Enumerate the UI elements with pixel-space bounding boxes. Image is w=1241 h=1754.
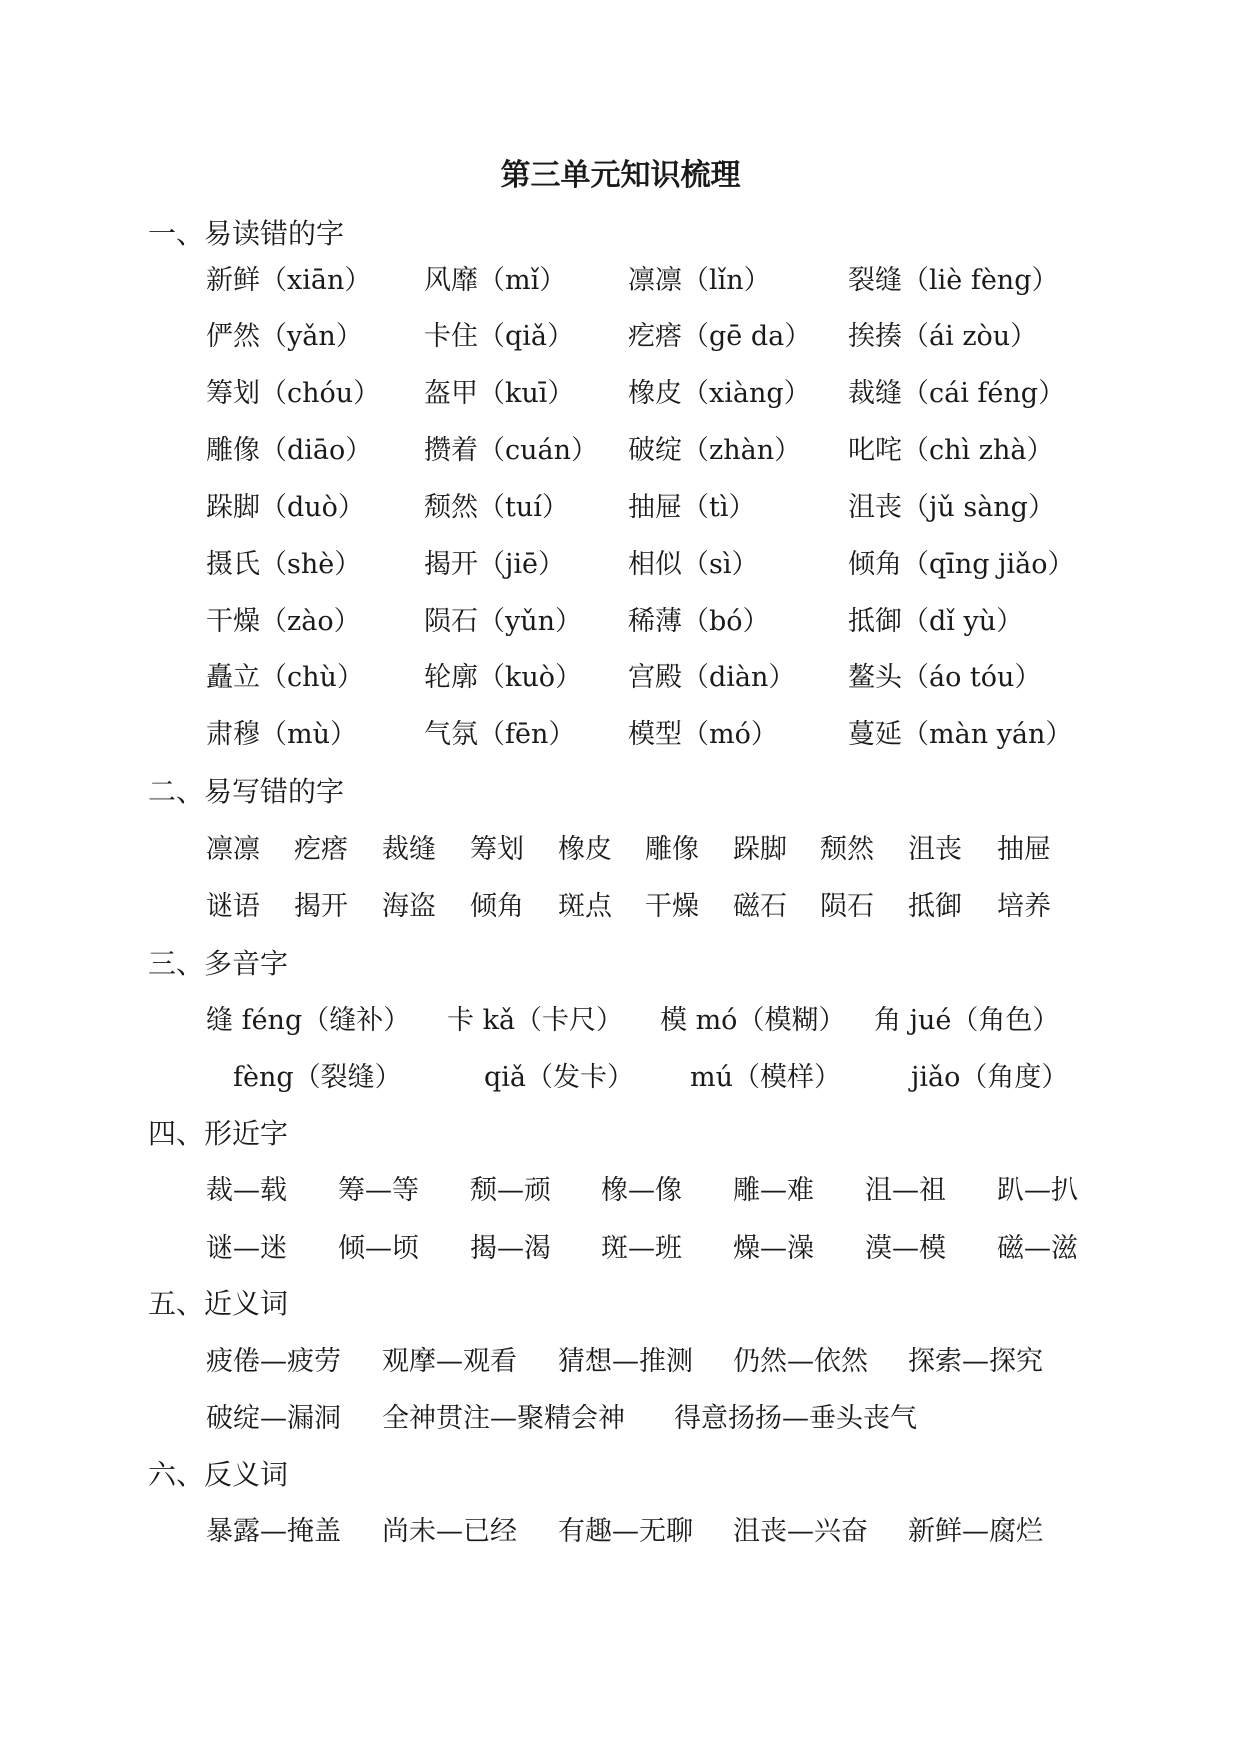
entry-item: 卡住（qiǎ）	[424, 321, 575, 352]
entry-item: 橡皮（xiàng）	[628, 378, 811, 409]
section-heading-s2: 二、易写错的字	[148, 775, 345, 808]
entry-item: 揭—渴	[470, 1233, 551, 1264]
entry-item: 谜语	[206, 891, 260, 922]
entry-item: 卡 kǎ（卡尺）	[447, 1005, 624, 1036]
entry-item: 沮丧—兴奋	[733, 1516, 868, 1547]
page-title: 第三单元知识梳理	[500, 158, 741, 193]
entry-item: 裂缝（liè fèng）	[848, 265, 1059, 296]
entry-item: 轮廓（kuò）	[424, 662, 583, 693]
entry-item: 稀薄（bó）	[628, 606, 770, 637]
entry-item: 观摩—观看	[382, 1346, 517, 1377]
section-heading-s3: 三、多音字	[148, 947, 289, 980]
entry-item: 抵御（dǐ yù）	[848, 606, 1024, 637]
entry-item: 谜—迷	[206, 1233, 287, 1264]
entry-item: 凛凛（lǐn）	[628, 265, 771, 296]
entry-item: 裁缝（cái féng）	[848, 378, 1066, 409]
entry-item: 破绽（zhàn）	[628, 435, 802, 466]
entry-item: 模型（mó）	[628, 719, 778, 750]
entry-item: 揭开（jiē）	[424, 549, 565, 580]
entry-item: 攒着（cuán）	[424, 435, 598, 466]
entry-item: 蔓延（màn yán）	[848, 719, 1073, 750]
entry-item: 缝 féng（缝补）	[206, 1005, 411, 1036]
entry-item: 雕像（diāo）	[206, 435, 373, 466]
entry-item: 干燥	[645, 891, 699, 922]
entry-item: 相似（sì）	[628, 549, 759, 580]
entry-item: 新鲜（xiān）	[206, 265, 372, 296]
entry-item: 仍然—依然	[733, 1346, 868, 1377]
entry-item: 裁缝	[382, 834, 436, 865]
entry-item: 筹—等	[338, 1175, 419, 1206]
entry-item: 磁—滋	[997, 1233, 1078, 1264]
entry-item: 筹划（chóu）	[206, 378, 381, 409]
entry-item: 陨石（yǔn）	[424, 606, 583, 637]
entry-item: 倾—顷	[338, 1233, 419, 1264]
entry-item: 肃穆（mù）	[206, 719, 357, 750]
entry-item: 暴露—掩盖	[206, 1516, 341, 1547]
entry-item: 跺脚	[733, 834, 787, 865]
section-heading-s5: 五、近义词	[148, 1287, 289, 1320]
entry-item: 疙瘩（gē da）	[628, 321, 812, 352]
entry-item: 颓然（tuí）	[424, 492, 569, 523]
entry-item: qiǎ（发卡）	[484, 1062, 635, 1093]
entry-item: 雕—难	[733, 1175, 814, 1206]
entry-item: 筹划	[470, 834, 524, 865]
entry-item: 抽屉	[997, 834, 1051, 865]
entry-item: 燥—澡	[733, 1233, 814, 1264]
entry-item: 猜想—推测	[558, 1346, 693, 1377]
entry-item: 新鲜—腐烂	[908, 1516, 1043, 1547]
entry-item: 沮丧	[908, 834, 962, 865]
entry-item: 宫殿（diàn）	[628, 662, 796, 693]
entry-item: 摄氏（shè）	[206, 549, 362, 580]
entry-item: 俨然（yǎn）	[206, 321, 363, 352]
entry-item: 倾角（qīng jiǎo）	[848, 549, 1075, 580]
entry-item: 有趣—无聊	[558, 1516, 693, 1547]
entry-item: 干燥（zào）	[206, 606, 361, 637]
entry-item: 疙瘩	[294, 834, 348, 865]
entry-item: 颓—顽	[470, 1175, 551, 1206]
entry-item: 模 mó（模糊）	[660, 1005, 846, 1036]
entry-item: 疲倦—疲劳	[206, 1346, 341, 1377]
section-heading-s4: 四、形近字	[148, 1117, 289, 1150]
entry-item: 得意扬扬—垂头丧气	[674, 1403, 917, 1434]
entry-item: mú（模样）	[690, 1062, 841, 1093]
entry-item: 沮丧（jǔ sàng）	[848, 492, 1055, 523]
entry-item: 抽屉（tì）	[628, 492, 756, 523]
entry-item: 挨揍（ái zòu）	[848, 321, 1038, 352]
entry-item: 陨石	[820, 891, 874, 922]
section-heading-s6: 六、反义词	[148, 1458, 289, 1491]
entry-item: 海盗	[382, 891, 436, 922]
entry-item: 橡皮	[558, 834, 612, 865]
entry-item: 气氛（fēn）	[424, 719, 576, 750]
entry-item: 斑点	[558, 891, 612, 922]
entry-item: 倾角	[470, 891, 524, 922]
entry-item: 培养	[997, 891, 1051, 922]
entry-item: 鳌头（áo tóu）	[848, 662, 1042, 693]
entry-item: 尚未—已经	[382, 1516, 517, 1547]
entry-item: 矗立（chù）	[206, 662, 364, 693]
entry-item: 橡—像	[601, 1175, 682, 1206]
entry-item: 全神贯注—聚精会神	[382, 1403, 625, 1434]
entry-item: 凛凛	[206, 834, 260, 865]
entry-item: 磁石	[733, 891, 787, 922]
entry-item: 风靡（mǐ）	[424, 265, 567, 296]
entry-item: 漠—模	[865, 1233, 946, 1264]
entry-item: 抵御	[908, 891, 962, 922]
entry-item: 趴—扒	[997, 1175, 1078, 1206]
entry-item: 跺脚（duò）	[206, 492, 365, 523]
entry-item: jiǎo（角度）	[911, 1062, 1069, 1093]
entry-item: 沮—祖	[865, 1175, 946, 1206]
entry-item: fèng（裂缝）	[233, 1062, 402, 1093]
entry-item: 叱咤（chì zhà）	[848, 435, 1054, 466]
entry-item: 角 jué（角色）	[874, 1005, 1060, 1036]
entry-item: 裁—载	[206, 1175, 287, 1206]
entry-item: 揭开	[294, 891, 348, 922]
entry-item: 破绽—漏洞	[206, 1403, 341, 1434]
section-heading-s1: 一、易读错的字	[148, 217, 345, 250]
entry-item: 颓然	[820, 834, 874, 865]
entry-item: 探索—探究	[908, 1346, 1043, 1377]
entry-item: 雕像	[645, 834, 699, 865]
entry-item: 盔甲（kuī）	[424, 378, 575, 409]
entry-item: 斑—班	[601, 1233, 682, 1264]
